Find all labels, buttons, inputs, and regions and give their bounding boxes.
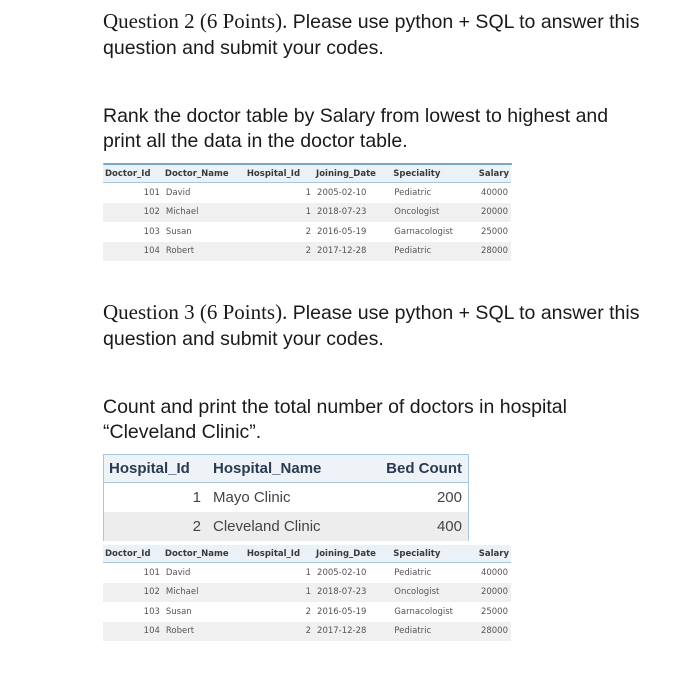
cell: 1	[305, 187, 312, 198]
table-header-row	[103, 455, 468, 483]
cell: 400	[358, 512, 468, 541]
table-row	[103, 222, 511, 242]
cell: David	[165, 187, 191, 198]
cell: 104	[103, 242, 163, 262]
cell: 2	[305, 606, 312, 617]
cell: 2016-05-19	[317, 606, 367, 617]
cell: 2016-05-19	[317, 226, 367, 237]
cell: 2005-02-10	[317, 187, 367, 198]
cell: 1	[192, 489, 201, 506]
cell: 2005-02-10	[317, 567, 367, 578]
col-hospital-id: Hospital_Id	[103, 455, 207, 483]
cell: 1	[245, 203, 314, 223]
cell: Garnacologist	[394, 226, 453, 237]
table-row	[103, 183, 511, 203]
question-2-label: Question 2 (6 Points).	[103, 9, 288, 33]
question-3-title	[103, 299, 663, 352]
cell: 28000	[470, 622, 511, 642]
question-2-title	[103, 8, 663, 61]
col-speciality: Speciality	[391, 545, 469, 563]
cell: 1	[245, 583, 314, 603]
hospital-table	[103, 454, 468, 541]
question-3-label: Question 3 (6 Points).	[103, 300, 288, 324]
col-doctor-id: Doctor_Id	[103, 165, 163, 183]
table-row	[103, 622, 511, 642]
col-bed-count: Bed Count	[358, 455, 468, 483]
cell: Oncologist	[391, 203, 469, 223]
table-row	[103, 483, 468, 513]
cell: 25000	[480, 226, 508, 237]
question-3-instruction: Please use python + SQL to answer this question and submit your codes.	[103, 302, 640, 350]
col-hospital-id: Hospital_Id	[245, 165, 314, 183]
question-2-prompt: Rank the doctor table by Salary from lowest to highest and print all the data in the doctor table.	[103, 105, 609, 152]
col-hospital-name: Hospital_Name	[207, 455, 358, 483]
cell: Pediatric	[391, 242, 469, 262]
col-doctor-id: Doctor_Id	[103, 545, 163, 563]
cell: 2	[245, 622, 314, 642]
cell: David	[165, 567, 191, 578]
cell: 2017-12-28	[314, 242, 391, 262]
doctor-table-1	[103, 165, 511, 261]
cell: 40000	[480, 567, 508, 578]
cell: 2	[305, 226, 312, 237]
table-row	[103, 563, 511, 583]
cell: 103	[143, 606, 160, 617]
col-salary: Salary	[470, 165, 511, 183]
cell: Pediatric	[394, 187, 432, 198]
table-row	[103, 583, 511, 603]
cell: Oncologist	[391, 583, 469, 603]
table-header-row	[103, 165, 511, 183]
cell: Michael	[163, 583, 245, 603]
cell: 2	[103, 512, 207, 541]
cell: 1	[305, 567, 312, 578]
cell: Susan	[165, 226, 192, 237]
col-joining-date: Joining_Date	[314, 545, 391, 563]
cell: 20000	[470, 203, 511, 223]
table-row	[103, 242, 511, 262]
cell: 104	[103, 622, 163, 642]
cell: 40000	[480, 187, 508, 198]
cell: Garnacologist	[394, 606, 453, 617]
cell: Pediatric	[391, 622, 469, 642]
col-doctor-name: Doctor_Name	[163, 545, 245, 563]
cell: 2018-07-23	[314, 203, 391, 223]
cell: Cleveland Clinic	[207, 512, 358, 541]
col-joining-date: Joining_Date	[314, 165, 391, 183]
cell: 101	[143, 187, 160, 198]
cell: 2018-07-23	[314, 583, 391, 603]
cell: Robert	[163, 242, 245, 262]
cell: Mayo Clinic	[213, 489, 291, 506]
col-hospital-id: Hospital_Id	[245, 545, 314, 563]
col-doctor-name: Doctor_Name	[163, 165, 245, 183]
cell: Susan	[165, 606, 192, 617]
cell: 101	[143, 567, 160, 578]
cell: 102	[103, 203, 163, 223]
cell: Robert	[163, 622, 245, 642]
cell: 28000	[470, 242, 511, 262]
cell: 200	[436, 489, 462, 506]
doctor-table-2	[103, 545, 511, 641]
table-row	[103, 602, 511, 622]
question-2-instruction: Please use python + SQL to answer this question and submit your codes.	[103, 11, 640, 59]
col-speciality: Speciality	[391, 165, 469, 183]
cell: Pediatric	[394, 567, 432, 578]
cell: 2017-12-28	[314, 622, 391, 642]
cell: 20000	[470, 583, 511, 603]
cell: 25000	[480, 606, 508, 617]
col-salary: Salary	[470, 545, 511, 563]
cell: 103	[143, 226, 160, 237]
table-header-row	[103, 545, 511, 563]
cell: 2	[245, 242, 314, 262]
question-3-prompt: Count and print the total number of doctors in hospital “Cleveland Clinic”.	[103, 396, 567, 443]
cell: 102	[103, 583, 163, 603]
cell: Michael	[163, 203, 245, 223]
table-row	[103, 203, 511, 223]
table-row	[103, 512, 468, 541]
